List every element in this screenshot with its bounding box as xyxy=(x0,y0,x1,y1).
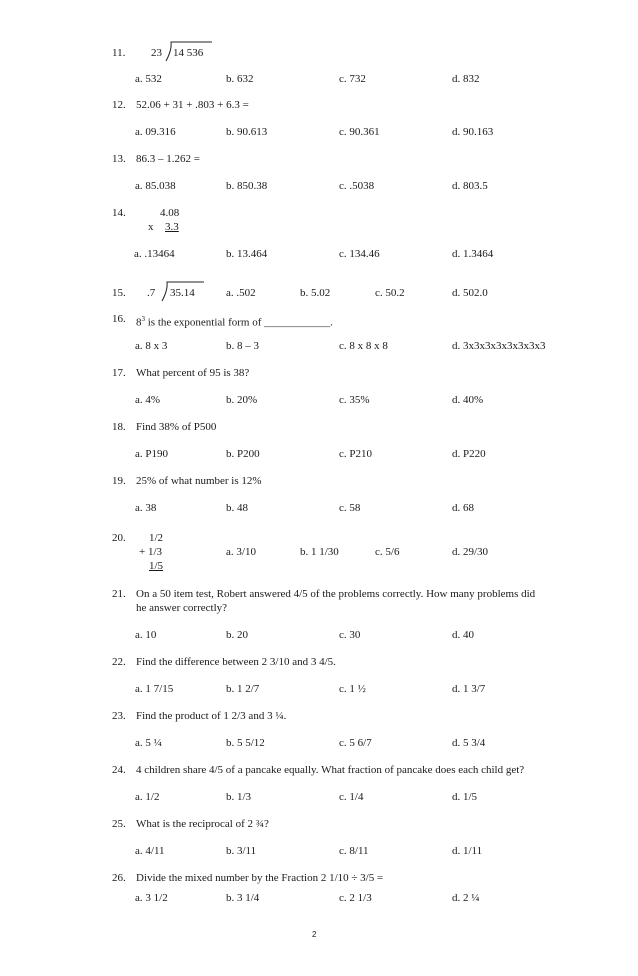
choice-a: a. 85.038 xyxy=(135,180,176,192)
choice-d: d. 40 xyxy=(452,629,474,641)
question-number: 22. xyxy=(112,656,126,668)
question-text: 52.06 + 31 + .803 + 6.3 = xyxy=(136,99,249,111)
choice-c: c. 134.46 xyxy=(339,248,380,260)
choice-b: b. 48 xyxy=(226,502,248,514)
choice-c: c. 1/4 xyxy=(339,791,364,803)
multiplicand: 4.08 xyxy=(160,207,180,219)
choice-b: b. 1 1/30 xyxy=(300,546,339,558)
question-text: 4 children share 4/5 of a pancake equally. What fraction of pancake does each child get? xyxy=(136,764,525,776)
question-number: 17. xyxy=(112,367,126,379)
choice-b: b. 20% xyxy=(226,394,258,406)
question-text: 86.3 – 1.262 = xyxy=(136,153,200,165)
choice-a: a. .502 xyxy=(226,287,256,299)
addend-3: 1/5 xyxy=(149,560,164,572)
choice-c: c. 8 x 8 x 8 xyxy=(339,340,388,352)
question-number: 20. xyxy=(112,532,126,544)
choice-c: c. 50.2 xyxy=(375,287,405,299)
choice-d: d. 502.0 xyxy=(452,287,488,299)
question-number: 19. xyxy=(112,475,126,487)
choice-d: d. 2 ¼ xyxy=(452,892,480,904)
exponent-base: 8 xyxy=(136,316,142,329)
question-text: Find 38% of P500 xyxy=(136,421,217,433)
choice-c: c. 30 xyxy=(339,629,361,641)
choice-d: d. 68 xyxy=(452,502,474,514)
choice-b: b. 5.02 xyxy=(300,287,331,299)
choice-d: d. 803.5 xyxy=(452,180,488,192)
choice-a: a. 09.316 xyxy=(135,126,176,138)
choice-b: b. 20 xyxy=(226,629,248,641)
division-divisor: 23 xyxy=(151,47,162,59)
choice-c: c. P210 xyxy=(339,448,372,460)
choice-a: a. 10 xyxy=(135,629,157,641)
multiply-operator: x xyxy=(148,221,154,233)
choice-a: a. 1/2 xyxy=(135,791,160,803)
division-dividend: 14 536 xyxy=(173,47,204,59)
question-text: On a 50 item test, Robert answered 4/5 of the problems correctly. How many problems did xyxy=(136,588,536,600)
choice-d: d. P220 xyxy=(452,448,486,460)
choice-c: c. 90.361 xyxy=(339,126,380,138)
choice-a: a. 1 7/15 xyxy=(135,683,174,695)
choice-d: d. 3x3x3x3x3x3x3x3 xyxy=(452,340,546,352)
question-number: 23. xyxy=(112,710,126,722)
question-number: 14. xyxy=(112,207,126,219)
choice-c: c. 5/6 xyxy=(375,546,400,558)
exponent-power: 3 xyxy=(141,315,145,323)
choice-d: d. 1/5 xyxy=(452,791,478,803)
choice-b: b. 1 2/7 xyxy=(226,683,260,695)
choice-a: a. 38 xyxy=(135,502,157,514)
choice-b: b. 90.613 xyxy=(226,126,268,138)
division-dividend: 35.14 xyxy=(170,287,195,299)
choice-c: c. 35% xyxy=(339,394,370,406)
question-number: 26. xyxy=(112,872,126,884)
choice-b: b. 850.38 xyxy=(226,180,268,192)
multiplier: 3.3 xyxy=(165,221,179,233)
choice-d: d. 1 3/7 xyxy=(452,683,486,695)
question-text-rest: is the exponential form of ____________. xyxy=(145,316,333,329)
choice-b: b. 13.464 xyxy=(226,248,268,260)
question-number: 21. xyxy=(112,588,126,600)
choice-c: c. 58 xyxy=(339,502,361,514)
choice-d: d. 1.3464 xyxy=(452,248,494,260)
question-text: Find the difference between 2 3/10 and 3 4/5. xyxy=(136,656,336,668)
choice-a: a. 8 x 3 xyxy=(135,340,168,352)
question-text: What is the reciprocal of 2 ¾? xyxy=(136,818,269,830)
question-number: 13. xyxy=(112,153,126,165)
question-number: 24. xyxy=(112,764,126,776)
choice-d: d. 1/11 xyxy=(452,845,483,857)
question-number: 15. xyxy=(112,287,126,299)
choice-a: a. 4% xyxy=(135,394,161,406)
division-divisor: .7 xyxy=(147,287,156,299)
question-text: 25% of what number is 12% xyxy=(136,475,262,487)
choice-d: d. 5 3/4 xyxy=(452,737,486,749)
page-number: 2 xyxy=(312,930,317,939)
choice-b: b. 8 – 3 xyxy=(226,340,259,352)
choice-a: a. 3/10 xyxy=(226,546,256,558)
choice-a: a. 3 1/2 xyxy=(135,892,168,904)
question-text: Divide the mixed number by the Fraction 2 1/10 ÷ 3/5 = xyxy=(136,872,384,884)
choice-d: d. 40% xyxy=(452,394,484,406)
choice-a: a. 532 xyxy=(135,73,162,85)
choice-b: b. 632 xyxy=(226,73,254,85)
choice-b: b. 3 1/4 xyxy=(226,892,260,904)
question-number: 16. xyxy=(112,313,126,325)
choice-d: d. 29/30 xyxy=(452,546,489,558)
choice-a: a. .13464 xyxy=(134,248,175,260)
question-text: What percent of 95 is 38? xyxy=(136,367,250,379)
question-text-cont: he answer correctly? xyxy=(136,602,228,614)
question-number: 25. xyxy=(112,818,126,830)
question-number: 18. xyxy=(112,421,126,433)
choice-b: b. 1/3 xyxy=(226,791,252,803)
choice-d: d. 90.163 xyxy=(452,126,494,138)
question-number: 12. xyxy=(112,99,126,111)
choice-c: c. 732 xyxy=(339,73,366,85)
choice-a: a. P190 xyxy=(135,448,168,460)
question-number: 11. xyxy=(112,47,126,59)
choice-c: c. 5 6/7 xyxy=(339,737,372,749)
choice-b: b. 3/11 xyxy=(226,845,257,857)
choice-c: c. 2 1/3 xyxy=(339,892,372,904)
choice-b: b. P200 xyxy=(226,448,260,460)
choice-c: c. .5038 xyxy=(339,180,375,192)
choice-a: a. 5 ¼ xyxy=(135,737,162,749)
question-text xyxy=(136,313,333,330)
choice-b: b. 5 5/12 xyxy=(226,737,265,749)
choice-c: c. 8/11 xyxy=(339,845,369,857)
choice-c: c. 1 ½ xyxy=(339,683,366,695)
question-text: Find the product of 1 2/3 and 3 ¼. xyxy=(136,710,287,722)
choice-a: a. 4/11 xyxy=(135,845,165,857)
addend-2: + 1/3 xyxy=(139,546,163,558)
choice-d: d. 832 xyxy=(452,73,480,85)
addend-1: 1/2 xyxy=(149,532,164,544)
